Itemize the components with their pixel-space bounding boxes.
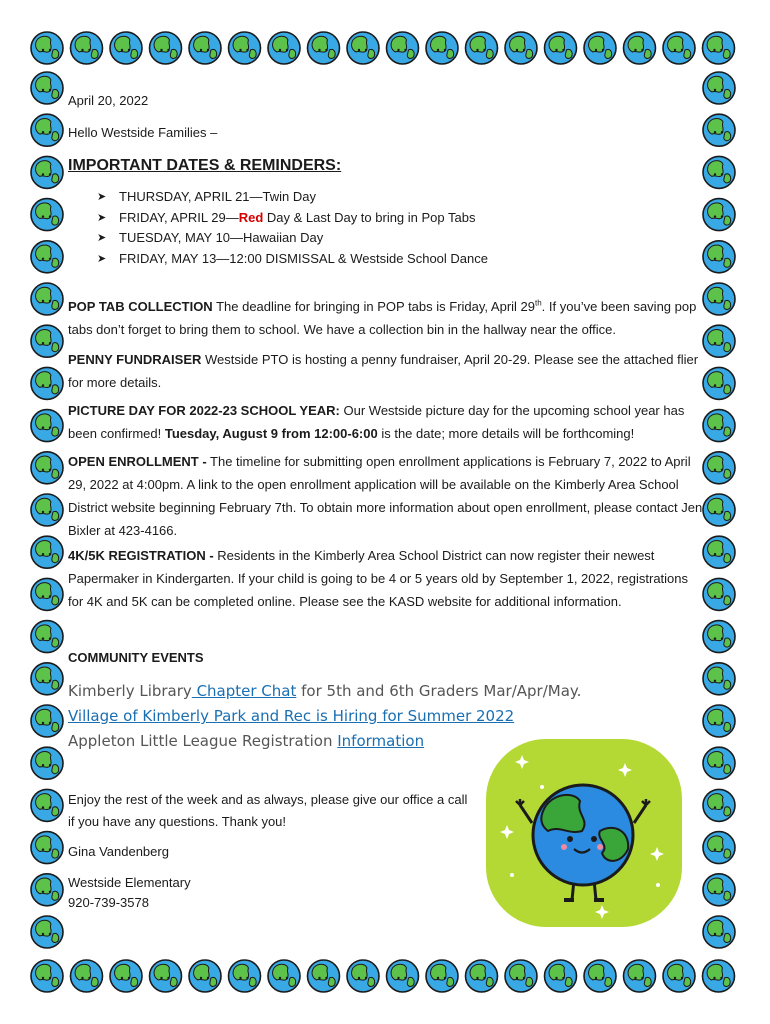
earth-globe-icon bbox=[703, 199, 735, 231]
school-phone: 920-739-3578 bbox=[68, 895, 149, 910]
earth-globe-icon bbox=[663, 32, 695, 64]
smiling-earth-icon bbox=[482, 735, 686, 931]
earth-globe-icon bbox=[703, 410, 735, 442]
earth-globe-icon bbox=[703, 32, 735, 64]
earth-globe-icon bbox=[624, 960, 656, 992]
earth-globe-icon bbox=[31, 72, 63, 104]
list-item: ➤ FRIDAY, MAY 13—12:00 DISMISSAL & Westside School Dance bbox=[97, 249, 488, 270]
earth-globe-icon bbox=[505, 32, 537, 64]
important-dates-heading: IMPORTANT DATES & REMINDERS: bbox=[68, 157, 342, 174]
enrollment-title: OPEN ENROLLMENT - bbox=[68, 454, 207, 469]
earth-globe-icon bbox=[703, 283, 735, 315]
earth-globe-icon bbox=[426, 960, 458, 992]
registration-title: 4K/5K REGISTRATION - bbox=[68, 548, 214, 563]
earth-globe-icon bbox=[624, 32, 656, 64]
earth-globe-icon bbox=[703, 621, 735, 653]
school-name: Westside Elementary bbox=[68, 875, 191, 890]
earth-globe-icon bbox=[426, 32, 458, 64]
earth-globe-icon bbox=[703, 156, 735, 188]
earth-globe-icon bbox=[466, 960, 498, 992]
earth-globe-icon bbox=[31, 621, 63, 653]
little-league-event: Appleton Little League Registration Information bbox=[68, 732, 425, 750]
list-item: ➤ FRIDAY, APRIL 29—Red Day & Last Day to bring in Pop Tabs bbox=[97, 208, 488, 229]
earth-globe-icon bbox=[150, 32, 182, 64]
earth-globe-icon bbox=[387, 960, 419, 992]
earth-globe-icon bbox=[31, 832, 63, 864]
earth-globe-icon bbox=[31, 114, 63, 146]
earth-globe-icon bbox=[31, 916, 63, 948]
enrollment-paragraph: OPEN ENROLLMENT - The timeline for submitting open enrollment applications is February 7, 2022 to April 29, 2022 at 4:00pm. A link to the open enrollment application will be available on the Kimberly Area School District website beginning February 7th. To obtain more information about open enrollment, please contact Jen Bixler at 423-4166. bbox=[68, 454, 703, 538]
earth-globe-icon bbox=[584, 960, 616, 992]
earth-globe-icon bbox=[268, 960, 300, 992]
earth-globe-icon bbox=[31, 241, 63, 273]
earth-globe-icon bbox=[308, 960, 340, 992]
earth-globe-icon bbox=[347, 32, 379, 64]
earth-globe-icon bbox=[31, 452, 63, 484]
earth-globe-icon bbox=[71, 960, 103, 992]
earth-globe-icon bbox=[703, 452, 735, 484]
earth-globe-icon bbox=[703, 114, 735, 146]
earth-globe-icon bbox=[31, 494, 63, 526]
earth-globe-icon bbox=[703, 960, 735, 992]
park-rec-link[interactable]: Village of Kimberly Park and Rec is Hiring for Summer 2022 bbox=[68, 707, 515, 725]
earth-globe-icon bbox=[189, 960, 221, 992]
picture-day-title: PICTURE DAY FOR 2022-23 SCHOOL YEAR: bbox=[68, 403, 340, 418]
arrow-bullet-icon: ➤ bbox=[97, 252, 107, 265]
earth-globe-icon bbox=[466, 32, 498, 64]
earth-globe-icon bbox=[31, 199, 63, 231]
earth-globe-icon bbox=[110, 960, 142, 992]
earth-globe-icon bbox=[31, 156, 63, 188]
picture-day-paragraph: PICTURE DAY FOR 2022-23 SCHOOL YEAR: Our Westside picture day for the upcoming school year has been confirmed! Tuesday, August 9 from 12:00-6:00 is the date; more details will be forthcoming! bbox=[68, 403, 685, 441]
closing-text: Enjoy the rest of the week and as always, please give our office a call if you have any questions. Thank you! bbox=[68, 792, 468, 829]
earth-globe-icon bbox=[703, 705, 735, 737]
letter-date: April 20, 2022 bbox=[68, 93, 149, 108]
earth-globe-icon bbox=[31, 705, 63, 737]
earth-globe-icon bbox=[703, 747, 735, 779]
earth-globe-icon bbox=[703, 367, 735, 399]
library-event: Kimberly Library Chapter Chat for 5th and 6th Graders Mar/Apr/May. bbox=[68, 682, 582, 700]
chapter-chat-link[interactable]: Chapter Chat bbox=[191, 682, 297, 700]
pop-tab-paragraph: POP TAB COLLECTION The deadline for bringing in POP tabs is Friday, April 29th. If you’ve been saving pop tabs don’t forget to bring them to school. We have a collection bin in the hallway near the office. bbox=[68, 298, 697, 337]
earth-globe-icon bbox=[31, 325, 63, 357]
earth-globe-icon bbox=[663, 960, 695, 992]
list-item: ➤ TUESDAY, MAY 10—Hawaiian Day bbox=[97, 228, 488, 249]
earth-globe-icon bbox=[31, 536, 63, 568]
earth-globe-icon bbox=[703, 874, 735, 906]
earth-globe-icon bbox=[347, 960, 379, 992]
earth-globe-icon bbox=[703, 789, 735, 821]
signature-name: Gina Vandenberg bbox=[68, 844, 169, 859]
community-events-heading: COMMUNITY EVENTS bbox=[68, 650, 204, 665]
earth-globe-icon bbox=[31, 874, 63, 906]
earth-globe-icon bbox=[229, 32, 261, 64]
earth-globe-icon bbox=[545, 32, 577, 64]
important-dates-list bbox=[97, 187, 488, 269]
earth-globe-icon bbox=[31, 32, 63, 64]
earth-globe-icon bbox=[31, 367, 63, 399]
earth-globe-icon bbox=[71, 32, 103, 64]
earth-globe-icon bbox=[31, 663, 63, 695]
earth-globe-icon bbox=[31, 789, 63, 821]
earth-globe-icon bbox=[31, 410, 63, 442]
park-rec-event bbox=[68, 707, 514, 725]
earth-globe-icon bbox=[703, 536, 735, 568]
earth-globe-icon bbox=[268, 32, 300, 64]
earth-globe-icon bbox=[150, 960, 182, 992]
earth-globe-icon bbox=[110, 32, 142, 64]
earth-globe-icon bbox=[703, 241, 735, 273]
penny-paragraph: PENNY FUNDRAISER Westside PTO is hosting a penny fundraiser, April 20-29. Please see the attached flier for more details. bbox=[68, 352, 699, 390]
earth-globe-icon bbox=[31, 960, 63, 992]
earth-globe-icon bbox=[31, 747, 63, 779]
earth-globe-icon bbox=[703, 72, 735, 104]
earth-globe-icon bbox=[387, 32, 419, 64]
earth-globe-icon bbox=[703, 325, 735, 357]
earth-globe-icon bbox=[703, 494, 735, 526]
registration-paragraph: 4K/5K REGISTRATION - Residents in the Kimberly Area School District can now register their newest Papermaker in Kindergarten. If your child is going to be 4 or 5 years old by September 1, 2022, registrations for 4K and 5K can be completed online. Please see the KASD website for additional information. bbox=[68, 548, 689, 609]
earth-globe-icon bbox=[308, 32, 340, 64]
earth-globe-icon bbox=[229, 960, 261, 992]
earth-globe-icon bbox=[505, 960, 537, 992]
arrow-bullet-icon: ➤ bbox=[97, 191, 107, 203]
pop-tab-title: POP TAB COLLECTION bbox=[68, 299, 213, 314]
earth-globe-icon bbox=[703, 663, 735, 695]
earth-globe-icon bbox=[189, 32, 221, 64]
earth-globe-icon bbox=[703, 578, 735, 610]
red-day-text: Red bbox=[238, 209, 264, 225]
arrow-bullet-icon: ➤ bbox=[97, 211, 107, 224]
earth-globe-icon bbox=[703, 916, 735, 948]
earth-globe-icon bbox=[584, 32, 616, 64]
earth-globe-icon bbox=[545, 960, 577, 992]
earth-globe-icon bbox=[31, 578, 63, 610]
earth-globe-icon bbox=[31, 283, 63, 315]
list-item: ➤ THURSDAY, APRIL 21—Twin Day bbox=[97, 187, 488, 208]
arrow-bullet-icon: ➤ bbox=[97, 232, 107, 244]
greeting: Hello Westside Families – bbox=[68, 125, 218, 140]
earth-globe-icon bbox=[703, 832, 735, 864]
league-information-link[interactable]: Information bbox=[337, 732, 425, 750]
penny-title: PENNY FUNDRAISER bbox=[68, 352, 202, 367]
